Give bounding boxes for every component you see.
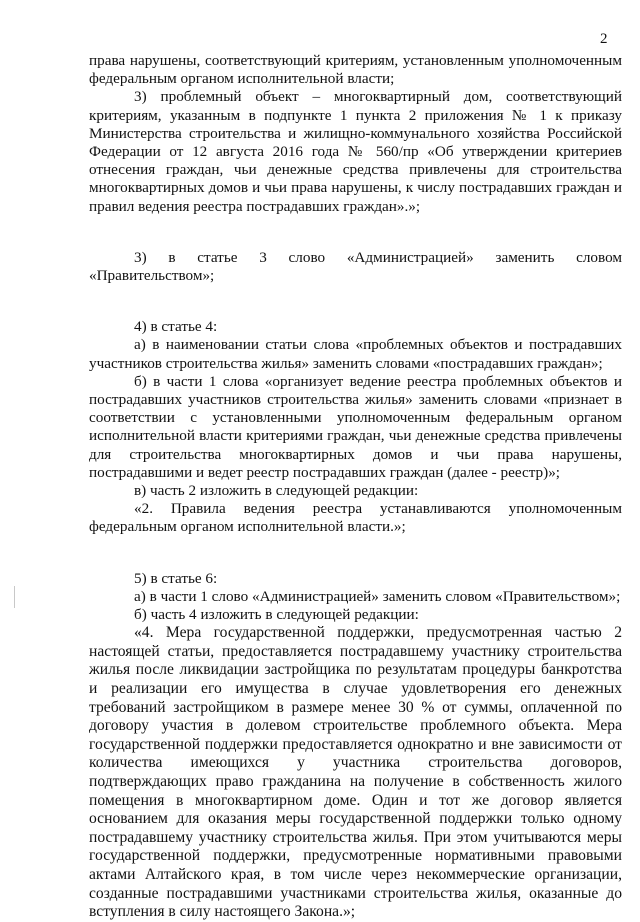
paragraph-item-3-article-3: 3) в статье 3 слово «Администрацией» заменить словом «Правительством»; [89, 248, 622, 285]
paragraph-item-4b: б) в части 1 слова «организует ведение реестра проблемных объектов и пострадавших участников строительства жилья» заменить словами «признает в соответствии с установленными уполномоченным федеральным органом исполнительной власти критериями граждан, чьи денежные средства привлечены для строительства многоквартирных домов и чьи права нарушены, пострадавшими и ведет реестр пострадавших граждан (далее - реестр)»; [89, 372, 622, 481]
paragraph-continuation: права нарушены, соответствующий критериям, установленным уполномоченным федеральным органом исполнительной власти; [89, 52, 622, 88]
paragraph-item-4a: а) в наименовании статьи слова «проблемных объектов и пострадавших участников строительства жилья» заменить словами «пострадавших граждан»; [89, 336, 622, 372]
paragraph-quote-4: «4. Мера государственной поддержки, предусмотренная частью 2 настоящей статьи, предоставляется пострадавшему участнику строительства жилья после ликвидации застройщика по результатам процедуры банкротства и реализации его имущества в случае удовлетворения его денежных требований застройщиком в размере менее 30 % от суммы, оплаченной по договору участия в долевом строительстве проблемного объекта. Мера государственной поддержки предоставляется однократно и вне зависимости от количества имеющихся у участника строительства договоров, подтверждающих право гражданина на получение в собственность жилого помещения в многоквартирном доме. Один и тот же договор является основанием для оказания меры государственной поддержки только одному пострадавшему участнику строительства жилья. При этом учитываются меры государственной поддержки, предусмотренные нормативными правовыми актами Алтайского края, в том числе через некоммерческие организации, созданные пострадавшими участниками строительства жилья, оказанные до вступления в силу настоящего Закона.»; [89, 624, 622, 921]
paragraph-item-5-heading: 5) в статье 6: [134, 569, 218, 587]
paragraph-item-4v: в) часть 2 изложить в следующей редакции: [134, 482, 419, 500]
paragraph-item-3-problem-object: 3) проблемный объект – многоквартирный дом, соответствующий критериям, указанным в подпункте 1 пункта 2 приложения № 1 к приказу Министерства строительства и жилищно-коммунального хозяйства Российской Федерации от 12 августа 2016 года № 560/пр «Об утверждении критериев отнесения граждан, чьи денежные средства привлечены для строительства многоквартирных домов и чьи права нарушены, к числу пострадавших граждан и правил ведения реестра пострадавших граждан».»; [89, 88, 622, 215]
margin-mark [14, 586, 15, 608]
paragraph-item-5a: а) в части 1 слово «Администрацией» заменить словом «Правительством»; [134, 587, 621, 605]
paragraph-quote-2: «2. Правила ведения реестра устанавливаются уполномоченным федеральным органом исполнительной власти.»; [89, 500, 622, 536]
page-number: 2 [600, 31, 608, 47]
paragraph-item-5b: б) часть 4 изложить в следующей редакции: [134, 606, 419, 624]
document-body [89, 52, 622, 922]
paragraph-item-4-heading: 4) в статье 4: [134, 318, 218, 336]
